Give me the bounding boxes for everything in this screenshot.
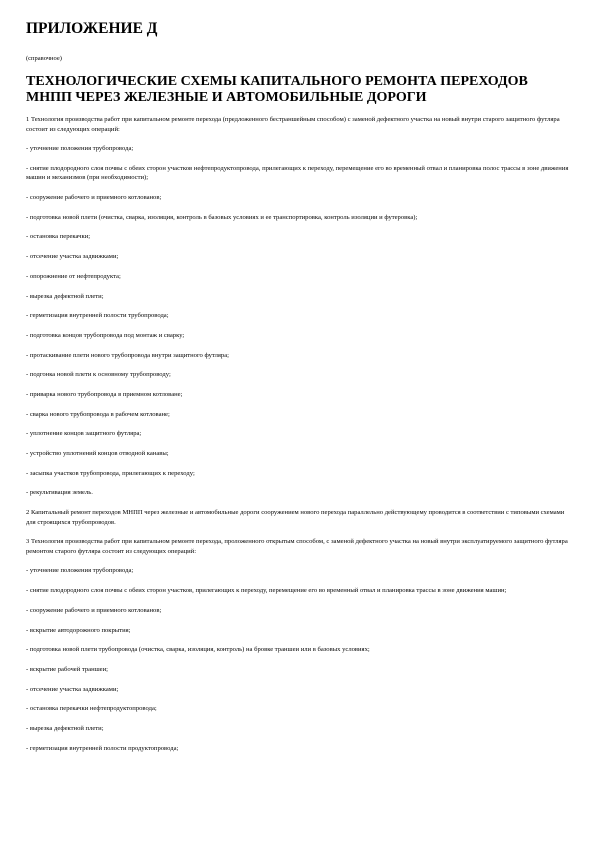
list-item: - приварка нового трубопровода в приемном котловане; <box>26 390 183 398</box>
list-item: - подготовка новой плети (очистка, сварка, изоляция, контроль в базовых условиях и ее транспортировка, контроль изоляции и футеровка); <box>26 213 418 221</box>
document-title: ТЕХНОЛОГИЧЕСКИЕ СХЕМЫ КАПИТАЛЬНОГО РЕМОНТА ПЕРЕХОДОВ МНПП ЧЕРЕЗ ЖЕЛЕЗНЫЕ И АВТОМОБИЛЬНЫЕ ДОРОГИ <box>26 74 528 105</box>
appendix-note: (справочное) <box>26 55 62 62</box>
list-item: - подготовка концов трубопровода под монтаж и сварку; <box>26 331 185 339</box>
list-item: - отсечение участка задвижками; <box>26 685 119 693</box>
section-3-intro: 3 Технология производства работ при капитальном ремонте перехода, проложенного открытым способом, с заменой дефектного участка на новый внутри эксплуатируемого защитного футляра ремонтом старого футляра состоит из следующих операций: <box>26 538 568 555</box>
appendix-title: ПРИЛОЖЕНИЕ Д <box>26 20 158 37</box>
list-item: - вскрытие автодорожного покрытия; <box>26 626 131 634</box>
list-item: - засыпка участков трубопровода, прилегающих к переходу; <box>26 469 195 477</box>
list-item: - снятие плодородного слоя почвы с обеих сторон участков нефтепродуктопровода, прилегающих к переходу, перемещение его во временный отвал и планировка полос трассы в зоне движения машин и механизмов (при необходимости); <box>26 164 569 182</box>
list-item: - вскрытие рабочей траншеи; <box>26 665 108 673</box>
list-item: - герметизация внутренней полости продуктопровода; <box>26 744 179 752</box>
list-item: - остановка перекачки; <box>26 233 91 241</box>
document-page <box>26 14 571 763</box>
list-item: - подготовка новой плети трубопровода (очистка, сварка, изоляция, контроль) на бровке траншеи или в базовых условиях; <box>26 646 370 654</box>
document-body <box>26 115 571 753</box>
list-item: - вырезка дефектной плети; <box>26 292 104 300</box>
list-item: - уточнение положения трубопровода; <box>26 567 134 575</box>
list-item: - опорожнение от нефтепродукта; <box>26 272 121 280</box>
list-item: - герметизация внутренней полости трубопровода; <box>26 312 169 320</box>
list-item: - уточнение положения трубопровода; <box>26 145 134 153</box>
list-item: - отсечение участка задвижками; <box>26 253 119 261</box>
list-item: - снятие плодородного слоя почвы с обеих сторон участков, прилегающих к переходу, перемещение его во временный отвал и планировка трассы в зоне движения машин; <box>26 587 507 595</box>
list-item: - уплотнение концов защитного футляра; <box>26 430 142 438</box>
list-item: - протаскивание плети нового трубопровода внутри защитного футляра; <box>26 351 229 359</box>
list-item: - остановка перекачки нефтепродуктопровода; <box>26 705 157 713</box>
list-item: - подгонка новой плети к основному трубопроводу; <box>26 371 171 379</box>
list-item: - вырезка дефектной плети; <box>26 724 104 732</box>
list-item: - рекультивация земель. <box>26 489 93 497</box>
list-item: - сварка нового трубопровода в рабочем котловане; <box>26 410 170 418</box>
list-item: - сооружение рабочего и приемного котлованов; <box>26 194 162 202</box>
section-2-text: 2 Капитальный ремонт переходов МНПП через железные и автомобильные дороги сооружением нового перехода параллельно действующему проводится в соответствии с типовыми схемами для строящихся трубопроводов. <box>26 509 565 526</box>
list-item: - устройство уплотнений концов отводной канавы; <box>26 450 169 457</box>
list-item: - сооружение рабочего и приемного котлованов; <box>26 606 162 614</box>
section-1-intro: 1 Технология производства работ при капитальном ремонте перехода (предложенного бестраншейным способом) с заменой дефектного участка на новый внутри старого защитного футляра состоит из следующих операций: <box>26 116 560 133</box>
